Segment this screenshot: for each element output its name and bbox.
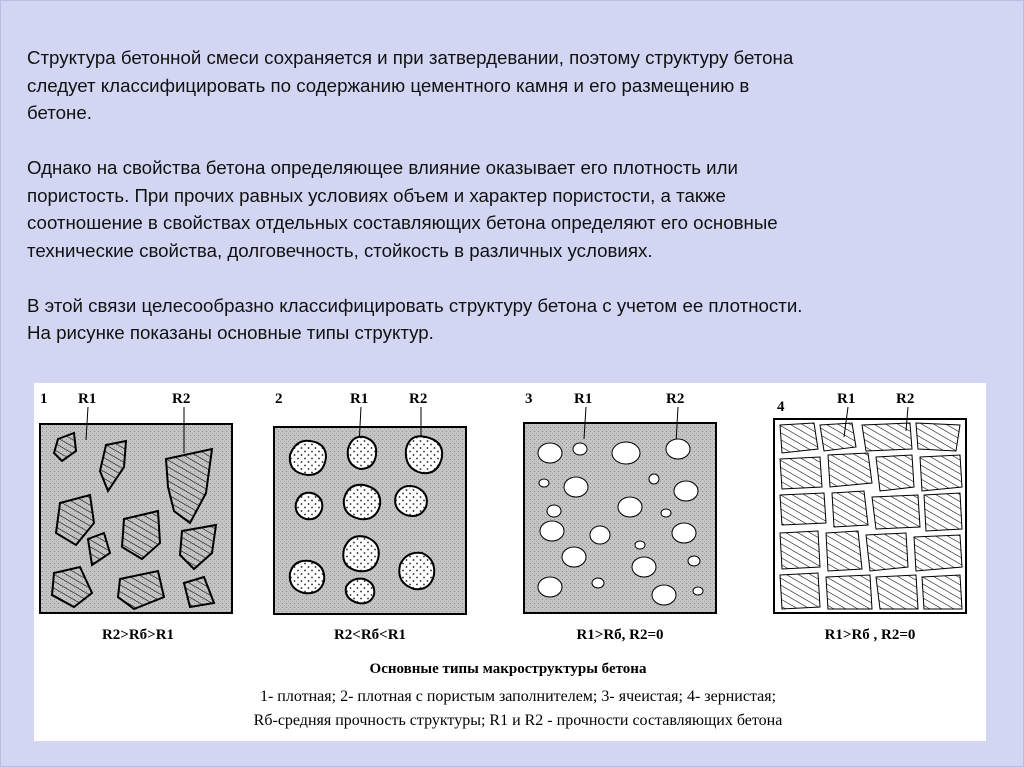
figure-title: Основные типы макроструктуры бетона [369, 661, 647, 677]
aggregate-grain [780, 423, 818, 453]
cell-pore [538, 443, 562, 463]
panel-2 [274, 391, 466, 643]
aggregate-grain [920, 455, 962, 491]
paragraph-3 [27, 292, 992, 347]
cell-pore [674, 481, 698, 501]
cell-pore [562, 547, 586, 567]
cell-pore [539, 479, 549, 487]
panel-number: 3 [525, 391, 533, 407]
porous-aggregate [344, 485, 380, 519]
aggregate-grain [914, 535, 962, 571]
aggregate-grain [876, 575, 918, 609]
label-r1: R1 [350, 391, 369, 407]
panel-4 [774, 391, 966, 643]
porous-aggregate [290, 561, 324, 594]
aggregate-grain [876, 455, 914, 491]
aggregate-grain [924, 493, 962, 531]
aggregate-grain [780, 457, 822, 489]
panel-number: 2 [275, 391, 283, 407]
label-r2: R2 [896, 391, 915, 407]
aggregate-grain [916, 423, 960, 451]
text-line: бетоне. [27, 102, 92, 123]
strength-relation: R1>Rб, R2=0 [576, 627, 664, 643]
cell-pore [652, 585, 676, 605]
text-line: следует классифицировать по содержанию цементного камня и его размещению в [27, 74, 750, 96]
aggregate-grain [828, 453, 872, 487]
porous-aggregate [399, 553, 434, 589]
panel-3 [524, 391, 716, 643]
label-r1: R1 [574, 391, 593, 407]
paragraph-1 [27, 44, 992, 127]
text-line: В этой связи целесообразно классифицировать структуру бетона с учетом ее плотности. [27, 294, 803, 316]
panel-number: 4 [777, 399, 785, 415]
figure-caption-line: 1- плотная; 2- плотная с пористым заполнителем; 3- ячеистая; 4- зернистая; [259, 688, 777, 705]
concrete-structure-figure [34, 383, 986, 741]
text-line: На рисунке показаны основные типы структур. [27, 322, 434, 343]
porous-aggregate [296, 493, 323, 520]
structure-diagram [34, 383, 986, 741]
label-r2: R2 [666, 391, 685, 407]
cell-pore [612, 442, 640, 464]
cell-pore [592, 578, 604, 588]
text-line: Структура бетонной смеси сохраняется и при затвердевании, поэтому структуру бетона [27, 47, 794, 68]
aggregate-grain [826, 575, 872, 609]
porous-aggregate [348, 437, 377, 469]
cell-pore [547, 505, 561, 517]
cell-pore [649, 474, 659, 484]
aggregate-grain [780, 493, 826, 525]
strength-relation: R2>Rб>R1 [101, 627, 175, 643]
cell-pore [590, 526, 610, 544]
porous-aggregate [346, 579, 375, 604]
cell-pore [632, 557, 656, 577]
aggregate-grain [780, 573, 820, 609]
label-r1: R1 [837, 391, 856, 407]
label-r2: R2 [172, 391, 191, 407]
aggregate-grain [872, 495, 920, 529]
cell-pore [666, 439, 690, 459]
cell-pore [672, 523, 696, 543]
aggregate-grain [826, 531, 862, 571]
label-r1: R1 [78, 391, 97, 407]
text-line: технические свойства, долговечность, стойкость в различных условиях. [27, 239, 653, 261]
text-line: Однако на свойства бетона определяющее влияние оказывает его плотность или [27, 157, 738, 178]
porous-aggregate [395, 486, 427, 516]
label-r2: R2 [409, 391, 428, 407]
aggregate-grain [862, 423, 912, 451]
porous-aggregate [343, 536, 379, 571]
aggregate-grain [832, 491, 868, 527]
cell-pore [573, 443, 587, 455]
paragraph-2 [27, 154, 992, 264]
aggregate-grain [820, 423, 856, 451]
aggregate-grain [922, 575, 962, 609]
cell-pore [540, 521, 564, 541]
body-text [27, 44, 992, 374]
text-line: соотношение в свойствах отдельных составляющих бетона определяют его основные [27, 212, 778, 233]
porous-aggregate [290, 441, 326, 475]
panel-number: 1 [40, 391, 48, 407]
cell-pore [635, 541, 645, 549]
cell-pore [688, 556, 700, 566]
figure-caption-line: Rб-средняя прочность структуры; R1 и R2 - прочности составляющих бетона [253, 712, 783, 729]
strength-relation: R2<Rб<R1 [333, 627, 407, 643]
cell-pore [564, 477, 588, 497]
cell-pore [538, 577, 562, 597]
cell-pore [661, 509, 671, 517]
aggregate-grain [780, 531, 820, 569]
strength-relation: R1>Rб , R2=0 [824, 627, 916, 643]
cell-pore [693, 587, 703, 595]
cell-pore [618, 497, 642, 517]
aggregate-grain [866, 533, 908, 571]
panel-1 [40, 391, 232, 643]
text-line: пористость. При прочих равных условиях объем и характер пористости, а также [27, 184, 726, 206]
porous-aggregate [406, 436, 442, 473]
